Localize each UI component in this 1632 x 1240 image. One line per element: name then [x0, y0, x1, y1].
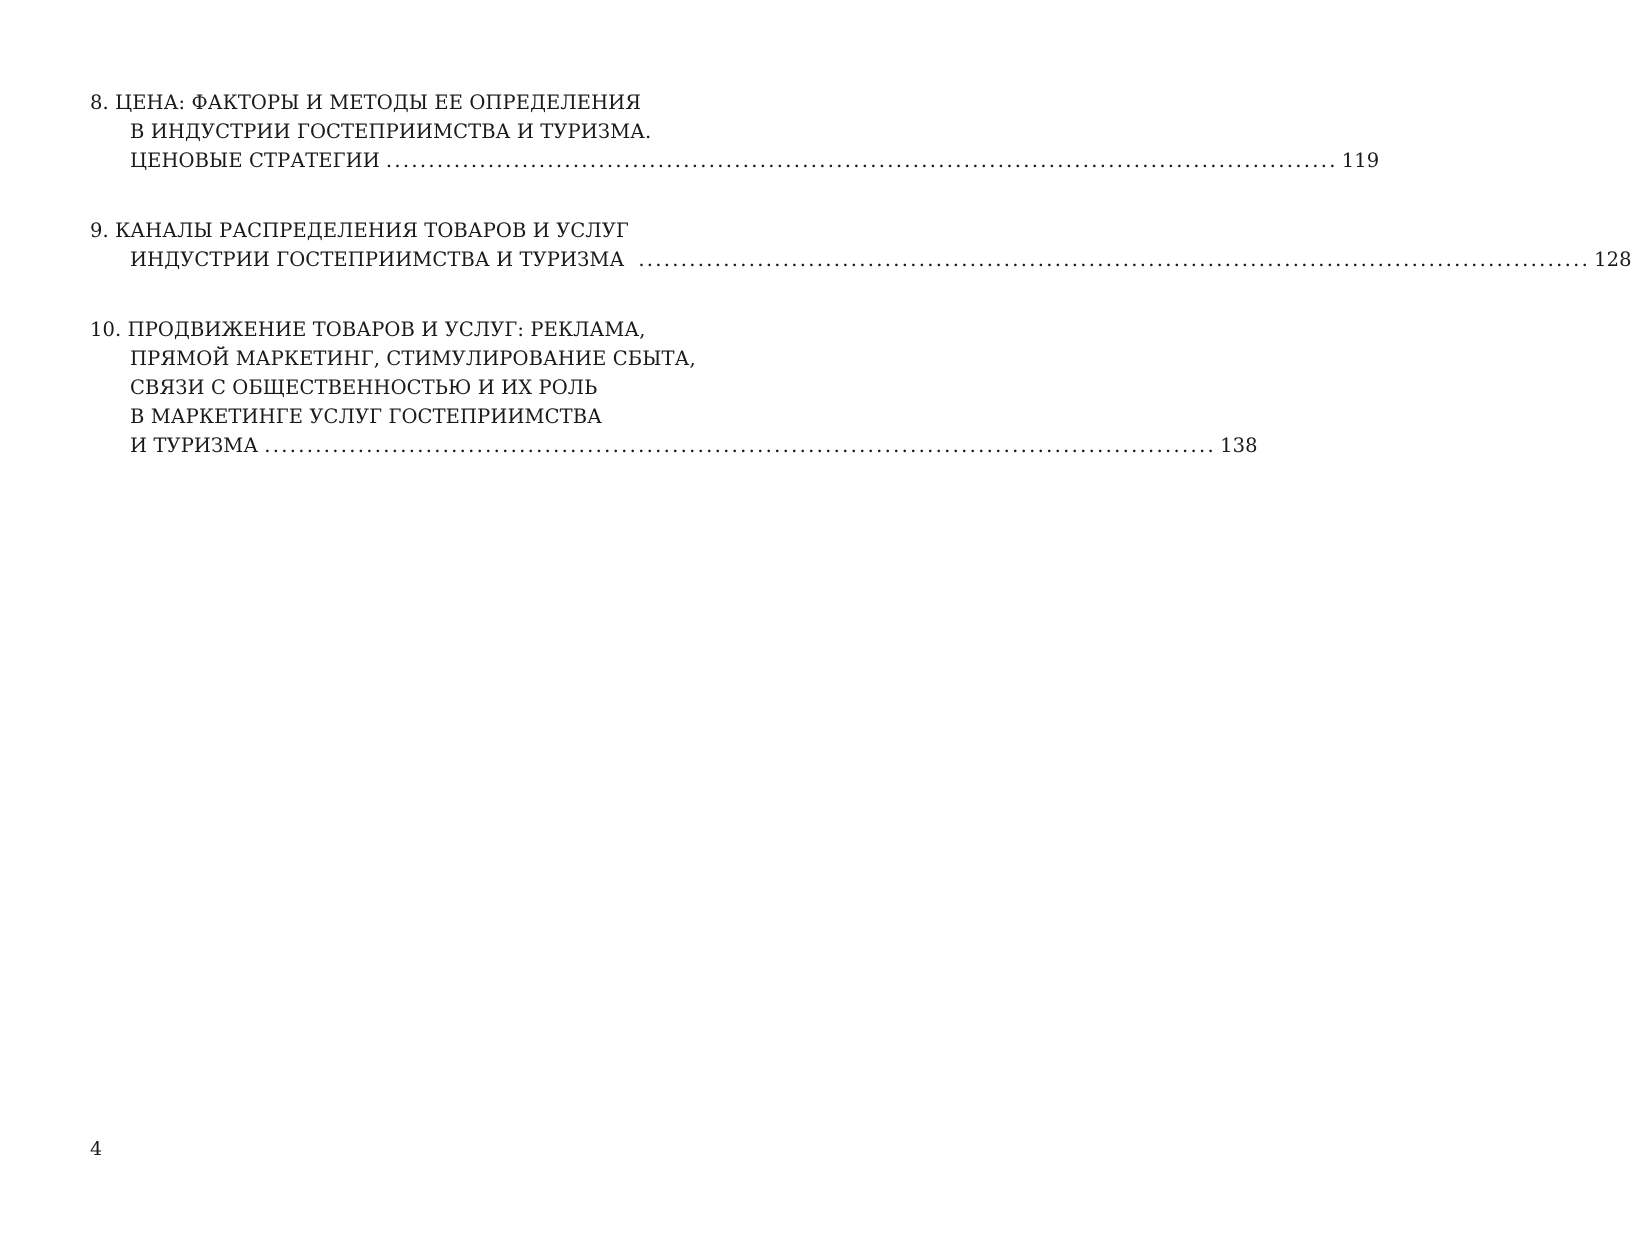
- toc-entry-8-line-2: В ИНДУСТРИИ ГОСТЕПРИИМСТВА И ТУРИЗМА.: [130, 120, 652, 143]
- toc-entry-9-line-2: ИНДУСТРИИ ГОСТЕПРИИМСТВА И ТУРИЗМА: [130, 248, 625, 271]
- toc-entry-8[interactable]: [90, 88, 1380, 175]
- page-number: 4: [90, 1138, 103, 1160]
- toc-entry-9[interactable]: [90, 216, 1632, 274]
- toc-entry-10-last-line: [90, 431, 1258, 460]
- toc-entry-10-page: 138: [1220, 434, 1258, 457]
- toc-entry-8-page: 119: [1341, 149, 1380, 172]
- toc-entry-8-last-line: [90, 146, 1380, 175]
- toc-entry-9-last-line: [90, 245, 1632, 274]
- toc-entry-8-line-3: ЦЕНОВЫЕ СТРАТЕГИИ: [130, 149, 380, 172]
- toc-entry-10-line-3: СВЯЗИ С ОБЩЕСТВЕННОСТЬЮ И ИХ РОЛЬ: [130, 376, 598, 399]
- toc-entry-10-line-5: И ТУРИЗМА: [130, 434, 259, 457]
- toc-entry-9-page: 128: [1594, 248, 1632, 271]
- dot-leader: ................................................................................................................: [638, 248, 1591, 271]
- toc-entry-9-line-1: 9. КАНАЛЫ РАСПРЕДЕЛЕНИЯ ТОВАРОВ И УСЛУГ: [90, 219, 629, 242]
- dot-leader: ................................................................................................................: [385, 149, 1338, 172]
- toc-entry-10-line-4: В МАРКЕТИНГЕ УСЛУГ ГОСТЕПРИИМСТВА: [130, 405, 603, 428]
- toc-entry-8-line-1: 8. ЦЕНА: ФАКТОРЫ И МЕТОДЫ ЕЕ ОПРЕДЕЛЕНИЯ: [90, 91, 642, 114]
- toc-entry-10-line-1: 10. ПРОДВИЖЕНИЕ ТОВАРОВ И УСЛУГ: РЕКЛАМА,: [90, 318, 646, 341]
- table-of-contents: [90, 88, 1632, 460]
- dot-leader: ................................................................................................................: [264, 434, 1217, 457]
- toc-entry-10-line-2: ПРЯМОЙ МАРКЕТИНГ, СТИМУЛИРОВАНИЕ СБЫТА,: [130, 347, 696, 370]
- toc-entry-10[interactable]: [90, 315, 1258, 460]
